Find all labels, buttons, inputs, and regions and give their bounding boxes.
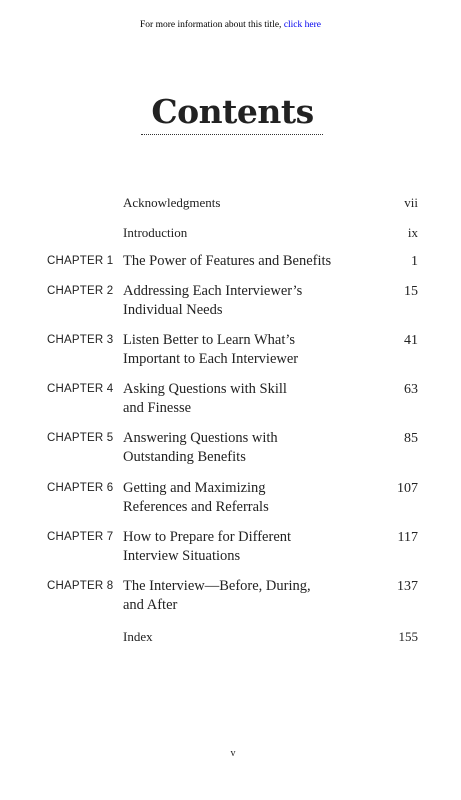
toc-entry-page: 117 [397, 530, 418, 545]
chapter-label: CHAPTER 3 [47, 334, 114, 346]
header-note-text: For more information about this title, [140, 20, 282, 30]
toc-title-line: Answering Questions with [123, 430, 278, 446]
toc-entry-title: Introduction [123, 225, 188, 240]
toc-entry-page: 41 [404, 333, 418, 348]
toc-entry-page: 137 [397, 579, 418, 594]
title-dotted-rule [141, 130, 323, 135]
header-note [0, 20, 461, 30]
toc-entry-page: ix [407, 225, 418, 240]
chapter-label: CHAPTER 7 [47, 531, 114, 543]
toc-entry-title: Index [123, 629, 153, 644]
toc-title-line: Addressing Each Interviewer’s [123, 283, 303, 299]
chapter-label: CHAPTER 8 [47, 580, 114, 592]
toc-entry-title [123, 577, 388, 615]
chapter-label: CHAPTER 5 [47, 432, 114, 444]
toc-title-line: The Interview—Before, During, [123, 578, 311, 594]
click-here-link[interactable]: click here [283, 20, 321, 30]
toc-entry-title: Acknowledgments [123, 195, 221, 210]
toc-entry-page: 63 [404, 382, 418, 397]
toc-entry-title [123, 331, 388, 369]
page-number: v [230, 748, 236, 759]
toc-entry-page: 1 [411, 254, 418, 269]
toc-entry-page: vii [404, 195, 418, 210]
toc-entry-title [123, 429, 388, 467]
toc-entry-title [123, 528, 388, 566]
toc-title-line: Listen Better to Learn What’s [123, 332, 296, 348]
toc-entry-title [123, 282, 388, 320]
toc-title-line: How to Prepare for Different [123, 529, 292, 545]
toc-title-line: Asking Questions with Skill [123, 381, 287, 397]
toc-title-line: Getting and Maximizing [123, 480, 266, 496]
toc-title-line: References and Referrals [123, 499, 269, 515]
chapter-label: CHAPTER 1 [47, 255, 114, 267]
chapter-label: CHAPTER 2 [47, 285, 114, 297]
toc-title-line: Interview Situations [123, 548, 241, 564]
toc-title-line: and Finesse [123, 400, 192, 416]
toc-entry-page: 107 [397, 481, 418, 496]
toc-title-line: Outstanding Benefits [123, 449, 246, 465]
toc-entry-title [123, 479, 388, 517]
chapter-label: CHAPTER 4 [47, 383, 114, 395]
toc-entry-page: 155 [398, 629, 418, 644]
toc-entry-page: 15 [404, 284, 418, 299]
toc-entry-page: 85 [404, 431, 418, 446]
page-title: Contents [151, 92, 314, 131]
toc-entry-title [123, 380, 388, 418]
toc-title-line: and After [123, 597, 178, 613]
toc-entry-title: The Power of Features and Benefits [123, 253, 332, 269]
chapter-label: CHAPTER 6 [47, 482, 114, 494]
toc-title-line: Individual Needs [123, 302, 223, 318]
toc-title-line: Important to Each Interviewer [123, 351, 299, 367]
